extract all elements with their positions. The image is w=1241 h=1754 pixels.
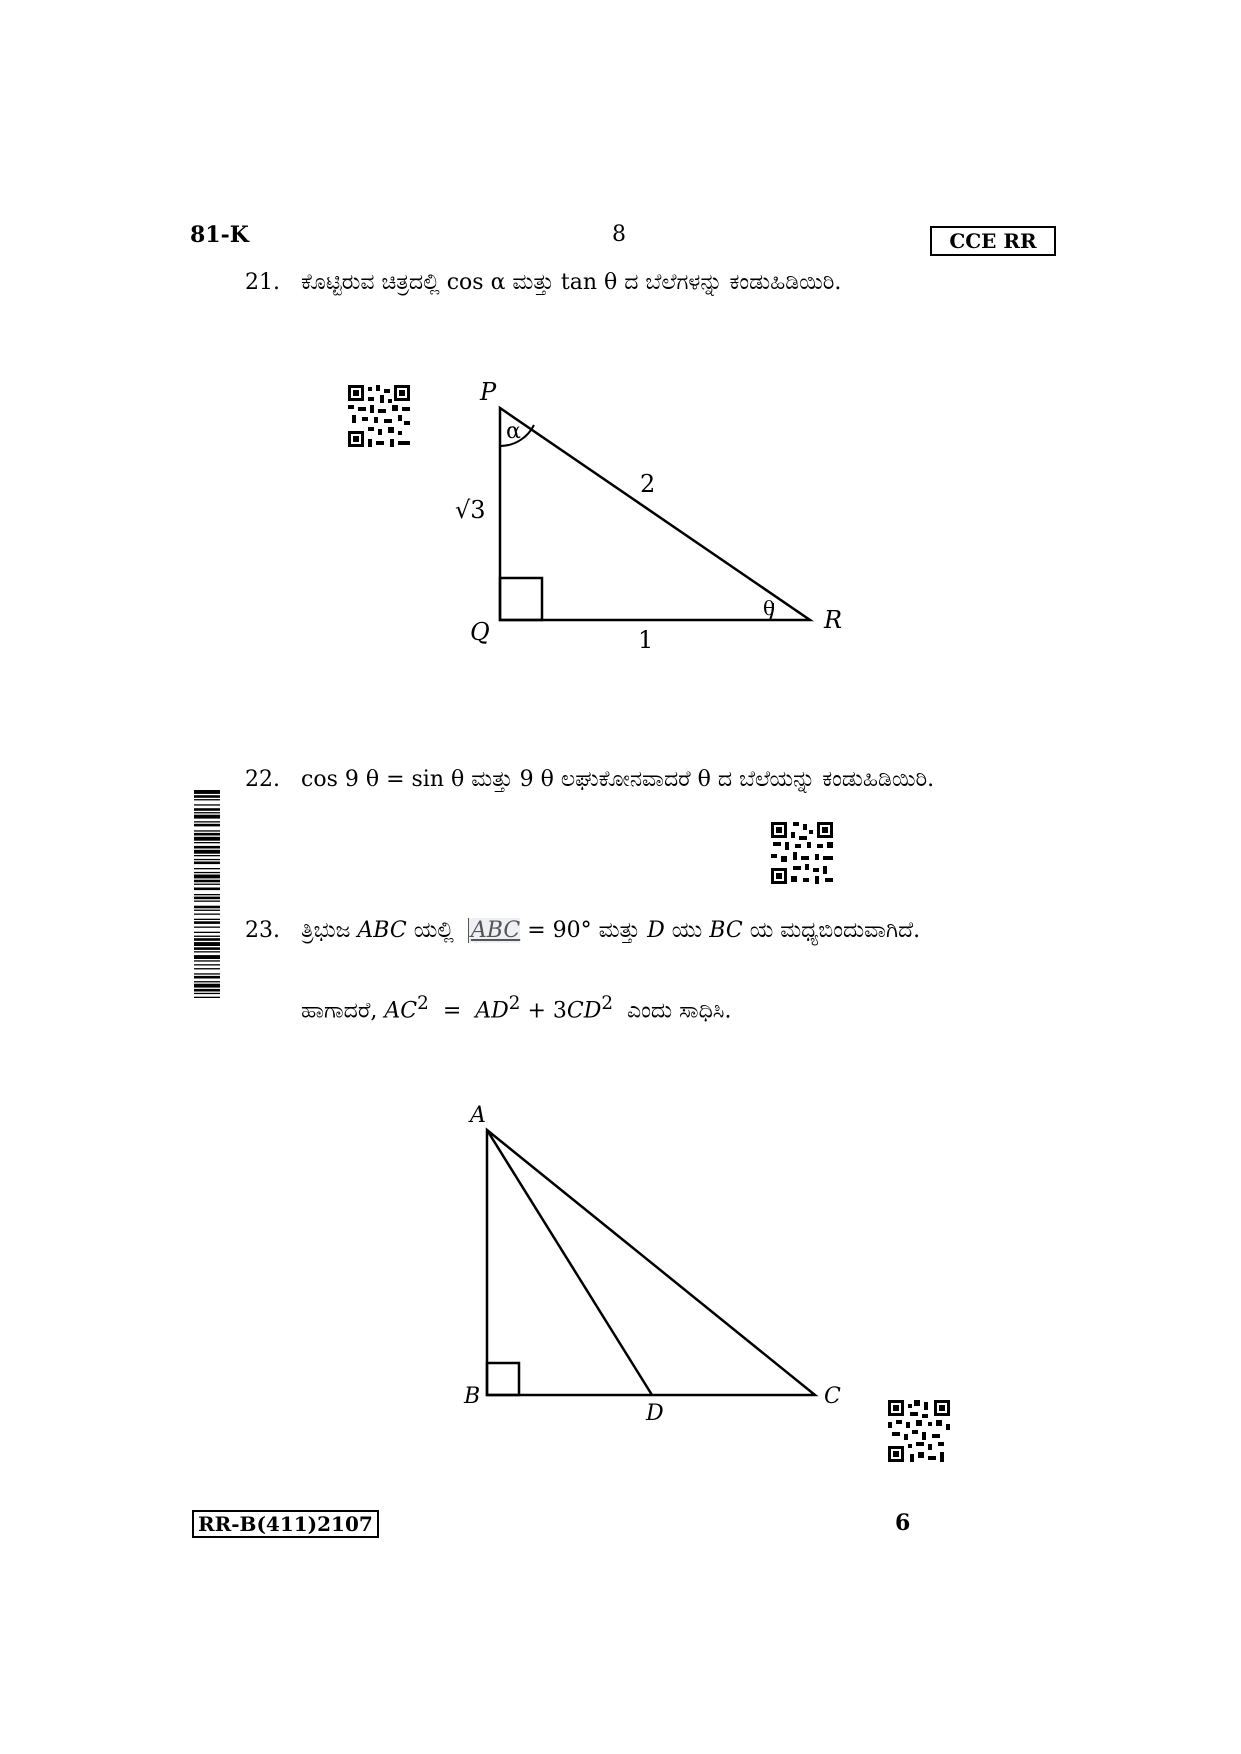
term-cd: CD	[566, 998, 602, 1024]
angle-label-alpha: α	[506, 419, 521, 444]
side-label-pq: √3	[455, 496, 486, 524]
question-22	[245, 767, 934, 792]
barcode-bar	[194, 821, 220, 822]
barcode-bar	[194, 997, 220, 998]
barcode-bar	[194, 973, 220, 974]
equals-sign: =	[442, 998, 462, 1024]
barcode-bar	[194, 795, 220, 798]
point-d: D	[647, 918, 665, 943]
question-text-part: ತ್ರಿಭುಜ	[301, 918, 351, 943]
barcode-bar	[194, 862, 220, 865]
barcode-bar	[194, 799, 220, 800]
barcode-bar	[194, 919, 220, 920]
barcode-bar	[194, 981, 220, 982]
barcode-bar	[194, 888, 220, 891]
exponent: 2	[601, 993, 614, 1014]
barcode-bar	[194, 901, 220, 902]
footer-code: RR-B(411)2107	[192, 1510, 379, 1538]
question-number: 22.	[245, 767, 280, 792]
barcode-bar	[194, 936, 220, 937]
term-ac: AC	[384, 998, 418, 1024]
barcode-bar	[194, 868, 220, 869]
question-text: cos 9 θ = sin θ ಮತ್ತು 9 θ ಲಘುಕೋನವಾದರೆ θ ದ ಬೆಲೆಯನ್ನು ಕಂಡುಹಿಡಿಯಿರಿ.	[301, 767, 935, 792]
barcode-bar	[194, 804, 220, 805]
barcode-bar	[194, 921, 220, 924]
question-text-part: ಯ ಮಧ್ಯಬಿಂದುವಾಗಿದೆ.	[749, 918, 921, 943]
barcode-bar	[194, 906, 220, 909]
paper-code: 81-K	[190, 222, 249, 248]
barcode-bar	[194, 808, 220, 811]
vertex-label-b: B	[464, 1384, 481, 1409]
barcode-bar	[194, 968, 220, 969]
barcode-bar	[194, 812, 220, 813]
barcode-bar	[194, 850, 220, 854]
question-number: 23.	[245, 918, 280, 943]
barcode-bar	[194, 984, 220, 988]
vertex-label-p: P	[480, 378, 497, 406]
barcode-bar	[194, 976, 220, 979]
barcode-bar	[194, 824, 220, 827]
triangle-abc-figure	[450, 1100, 850, 1430]
question-text-part: ಎಂದು ಸಾಧಿಸಿ.	[627, 998, 732, 1024]
barcode-bar	[194, 880, 220, 883]
barcode-bar	[194, 951, 220, 952]
question-23-line-2	[301, 993, 731, 1023]
barcode-bar	[194, 894, 220, 895]
barcode-bar	[194, 927, 220, 928]
barcode-bar	[194, 910, 220, 911]
barcode-icon	[194, 790, 220, 1170]
barcode-bar	[194, 989, 220, 992]
barcode-bar	[194, 855, 220, 856]
exponent: 2	[508, 993, 521, 1014]
barcode-bar	[194, 884, 220, 885]
barcode-bar	[194, 875, 220, 879]
barcode-bar	[194, 960, 220, 961]
point-label-d: D	[646, 1401, 664, 1426]
question-21	[245, 270, 841, 295]
barcode-bar	[194, 942, 220, 946]
plus-three: + 3	[527, 998, 567, 1024]
angle-abc-symbol: ABC	[468, 918, 520, 943]
question-text: ಕೊಟ್ಟಿರುವ ಚಿತ್ರದಲ್ಲಿ cos α ಮತ್ತು tan θ ದ ಬೆಲೆಗಳನ್ನು ಕಂಡುಹಿಡಿಯಿರಿ.	[301, 270, 842, 295]
page-number-bottom: 6	[895, 1510, 911, 1536]
qr-code-icon	[771, 822, 833, 884]
qr-code-icon	[888, 1400, 950, 1462]
question-text-part: ಯಲ್ಲಿ	[413, 918, 454, 943]
triangle-name: ABC	[357, 918, 407, 943]
barcode-bar	[194, 846, 220, 849]
barcode-bar	[194, 932, 220, 933]
side-label-qr: 1	[638, 626, 654, 654]
segment-bc: BC	[709, 918, 743, 943]
triangle-pqr-figure	[440, 370, 860, 670]
barcode-bar	[194, 914, 220, 915]
triangle-pqr	[500, 408, 810, 620]
barcode-bar	[194, 897, 220, 900]
barcode-bar	[194, 947, 220, 950]
angle-label-theta: θ	[763, 596, 776, 620]
barcode-bar	[194, 938, 220, 941]
question-text-part: ಯು	[671, 918, 703, 943]
question-text-part: = 90° ಮತ್ತು	[527, 918, 641, 943]
vertex-label-q: Q	[470, 618, 490, 646]
right-angle-mark-b	[487, 1363, 519, 1395]
barcode-bar	[194, 859, 220, 860]
series-badge: CCE RR	[930, 226, 1056, 256]
term-ad: AD	[475, 998, 509, 1024]
triangle-abc	[487, 1130, 815, 1395]
barcode-bar	[194, 872, 220, 873]
question-23	[245, 918, 920, 943]
barcode-bar	[194, 837, 220, 841]
barcode-bar	[194, 842, 220, 843]
qr-code-icon	[348, 385, 410, 447]
question-number: 21.	[245, 270, 280, 295]
question-text-part: ಹಾಗಾದರೆ,	[301, 998, 378, 1024]
barcode-bar	[194, 955, 220, 959]
exponent: 2	[417, 993, 429, 1014]
median-ad	[487, 1130, 652, 1395]
barcode-bar	[194, 815, 220, 819]
side-label-pr: 2	[640, 470, 656, 498]
page-number-top: 8	[612, 222, 626, 247]
vertex-label-r: R	[824, 606, 843, 634]
vertex-label-c: C	[824, 1384, 841, 1409]
barcode-bar	[194, 790, 220, 794]
barcode-bar	[194, 833, 220, 836]
barcode-bar	[194, 830, 220, 831]
vertex-label-a: A	[470, 1103, 486, 1128]
barcode-bar	[194, 993, 220, 994]
barcode-bar	[194, 964, 220, 965]
right-angle-mark-q	[500, 578, 542, 620]
